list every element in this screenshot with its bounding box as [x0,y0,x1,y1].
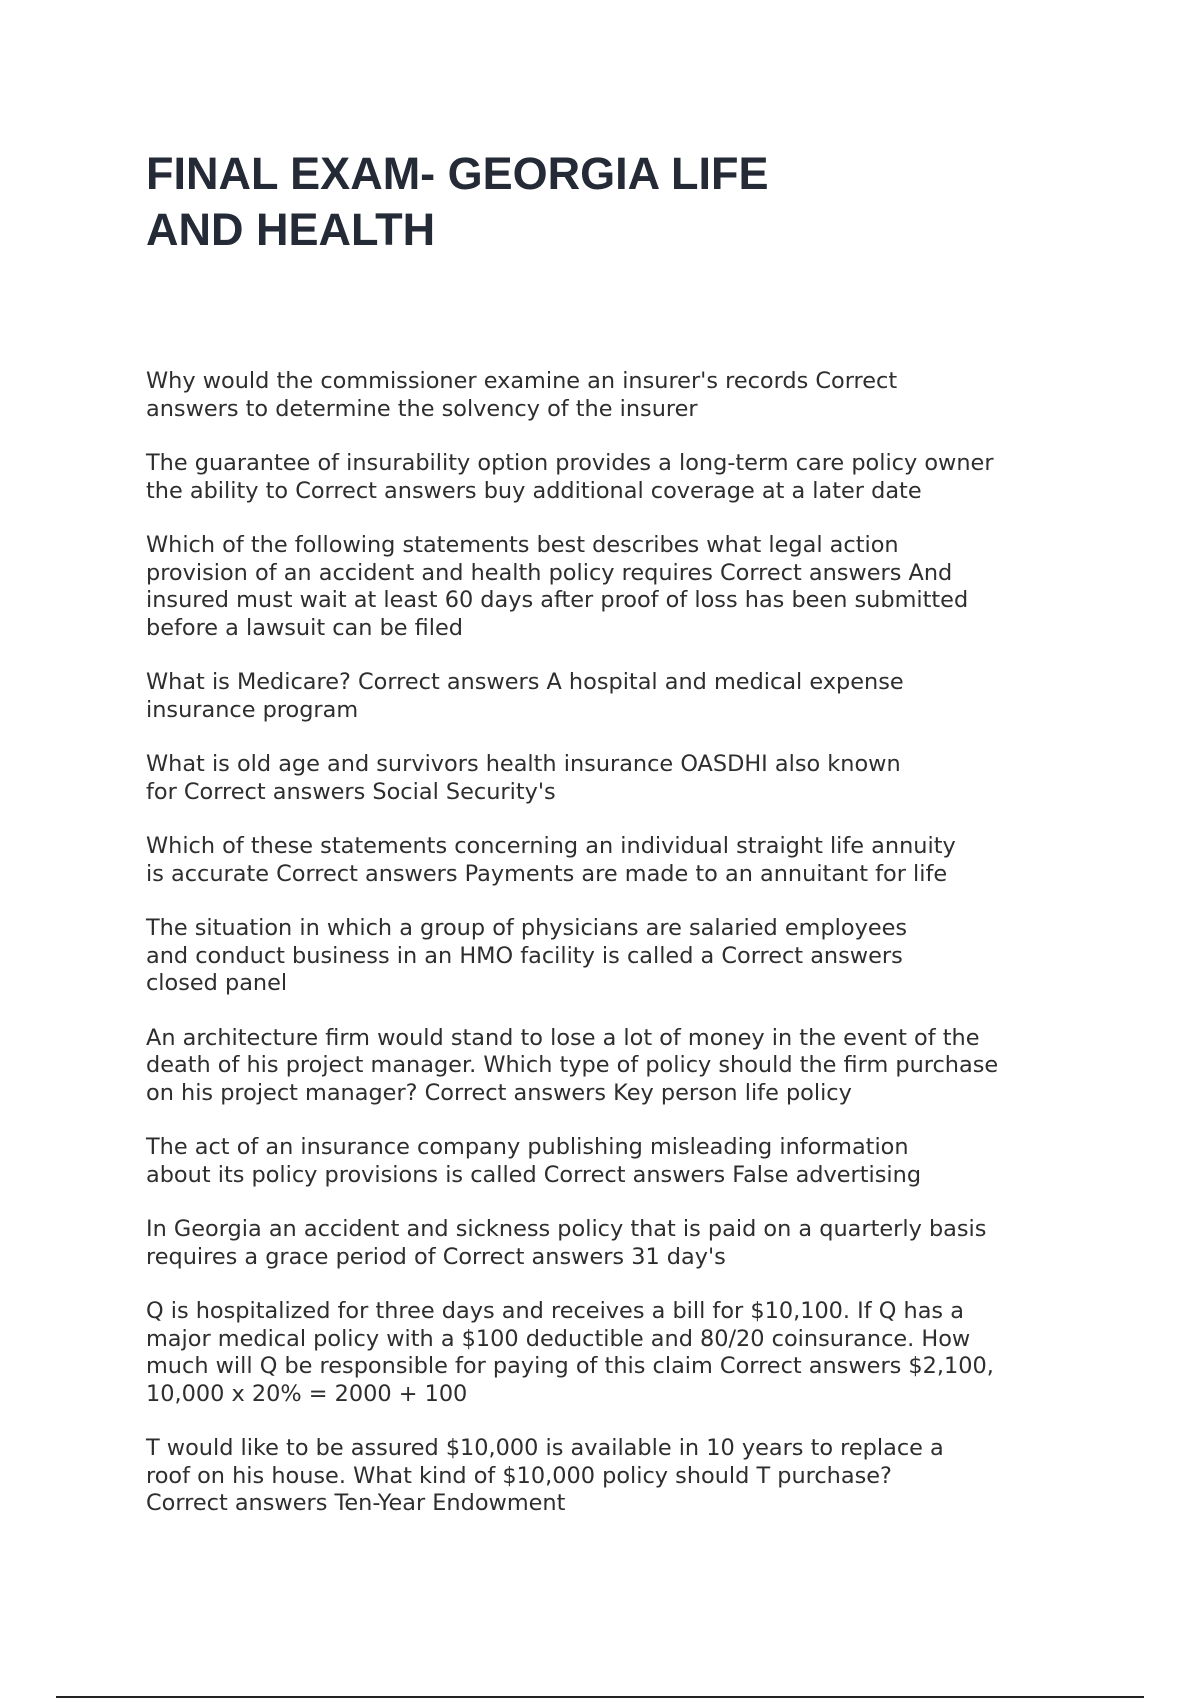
qa-item: The act of an insurance company publishing misleading information about its policy provisions is called Correct answers False advertising [146,1134,922,1188]
qa-item: An architecture firm would stand to lose a lot of money in the event of the death of his project manager. Which type of policy should the firm purchase on his project manager? Correct answers Key person life policy [146,1024,999,1106]
qa-item: The guarantee of insurability option provides a long-term care policy owner the ability to Correct answers buy additional coverage at a later date [146,450,994,504]
page-title: FINAL EXAM- GEORGIA LIFE AND HEALTH [146,148,769,255]
qa-item: Why would the commissioner examine an insurer's records Correct answers to determine the solvency of the insurer [146,368,898,422]
qa-item: What is old age and survivors health insurance OASDHI also known for Correct answers Social Security's [146,751,901,805]
qa-item: Which of the following statements best describes what legal action provision of an accident and health policy requires Correct answers And insured must wait at least 60 days after proof of loss has been submitted before a lawsuit can be filed [146,532,969,641]
qa-item: The situation in which a group of physicians are salaried employees and conduct business in an HMO facility is called a Correct answers closed panel [146,915,908,996]
qa-list [146,368,1076,1545]
footer-divider [56,1696,1144,1698]
qa-item: T would like to be assured $10,000 is available in 10 years to replace a roof on his house. What kind of $10,000 policy should T purchase? Correct answers Ten-Year Endowment [146,1435,944,1516]
qa-item: What is Medicare? Correct answers A hospital and medical expense insurance program [146,669,904,723]
qa-item: Which of these statements concerning an individual straight life annuity is accurate Correct answers Payments are made to an annuitant for life [146,833,956,887]
qa-item: Q is hospitalized for three days and receives a bill for $10,100. If Q has a major medical policy with a $100 deductible and 80/20 coinsurance. How much will Q be responsible for paying of this claim Correct answers $2,100, 10,000 x 20% = 2000 + 100 [146,1298,994,1407]
qa-item: In Georgia an accident and sickness policy that is paid on a quarterly basis requires a grace period of Correct answers 31 day's [146,1216,987,1270]
